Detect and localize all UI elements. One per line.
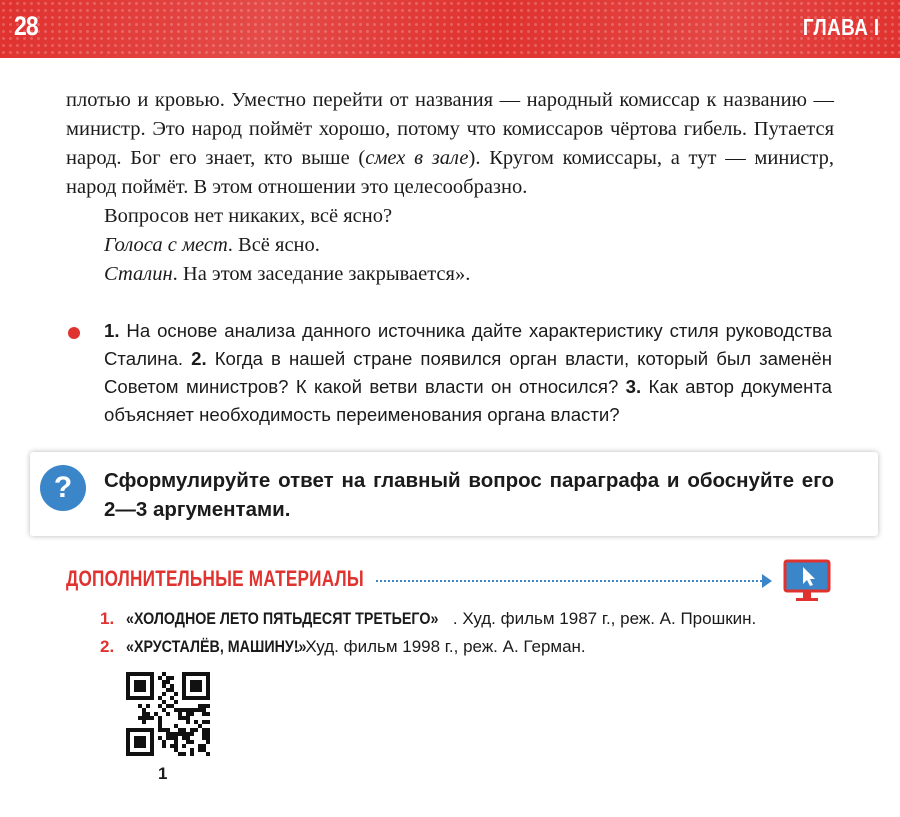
materials-list <box>100 605 860 661</box>
quote-paragraph-3: Голоса с мест. Всё ясно. <box>104 234 320 256</box>
quote-paragraph-4: Сталин. На этом заседание закрывается». <box>104 263 471 285</box>
qr-code-label: 1 <box>158 764 168 783</box>
page-number: 28 <box>14 11 38 41</box>
monitor-cursor-icon[interactable] <box>783 558 831 604</box>
questions-block: 1. На основе анализа данного источника дайте характеристику стиля руководства Сталина. 2. Когда в нашей стране появился орган власти, который был заменён Советом министров? К какой ветви власти он относился? 3. Как автор документа объясняет необходимость переименования органа власти? <box>104 320 832 425</box>
main-question-text: Сформулируйте ответ на главный вопрос параграфа и обоснуйте его 2—3 аргументами. <box>104 469 834 521</box>
quote-paragraph-1: плотью и кровью. Уместно перейти от названия — народный комиссар к названию — министр. Это народ поймёт хорошо, потому что комиссаров чёртова гибель. Путается народ. Бог его знает, кто выше (смех в зале). Кругом комиссары, а тут — министр, народ поймёт. В этом отношении это целесообразно. <box>66 89 834 198</box>
additional-materials-title: ДОПОЛНИТЕЛЬНЫЕ МАТЕРИАЛЫ <box>66 566 364 591</box>
list-item: 1. «ХОЛОДНОЕ ЛЕТО ПЯТЬДЕСЯТ ТРЕТЬЕГО» . Худ. фильм 1987 г., реж. А. Прошкин. <box>100 605 860 633</box>
page-header <box>0 0 900 58</box>
quote-paragraph-2: Вопросов нет никаких, всё ясно? <box>104 205 393 227</box>
document-quote <box>66 86 834 289</box>
film-title: «ХРУСТАЛЁВ, МАШИНУ!» <box>126 637 307 656</box>
dotted-divider <box>376 580 762 582</box>
questions-bullet-icon <box>68 327 80 339</box>
question-icon: ? <box>40 465 86 511</box>
list-item: 2. «ХРУСТАЛЁВ, МАШИНУ!». Худ. фильм 1998 г., реж. А. Герман. <box>100 633 860 661</box>
arrow-right-icon <box>762 574 772 588</box>
qr-code-icon[interactable] <box>126 672 210 756</box>
chapter-label: ГЛАВА I <box>803 14 880 40</box>
film-title: «ХОЛОДНОЕ ЛЕТО ПЯТЬДЕСЯТ ТРЕТЬЕГО» <box>126 609 439 628</box>
